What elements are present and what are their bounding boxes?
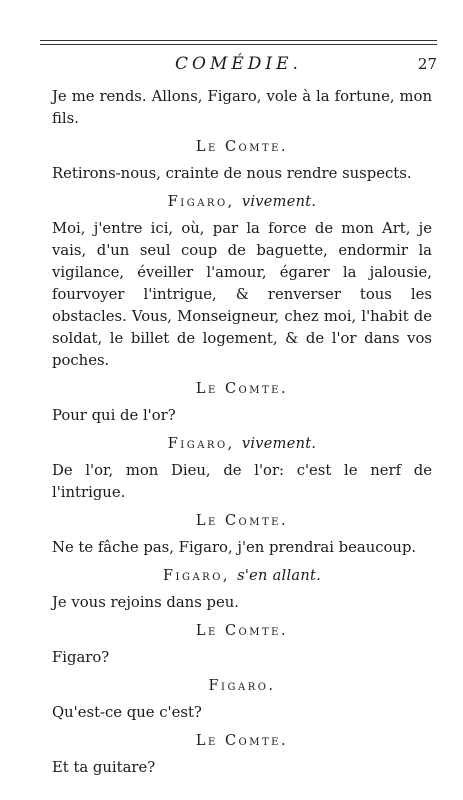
dialogue-line: Pour qui de l'or?	[52, 407, 176, 424]
header-rule-top	[40, 40, 437, 41]
speaker-heading: Figaro, s'en allant.	[162, 568, 322, 584]
speaker-name: Le Comte.	[195, 513, 289, 529]
speaker-name: Le Comte.	[195, 139, 289, 155]
speaker-name: Le Comte.	[195, 733, 289, 749]
speaker-name: Figaro.	[208, 678, 276, 694]
speaker-heading: Figaro, vivement.	[167, 194, 317, 210]
running-title: COMÉDIE.	[175, 54, 302, 74]
dialogue-body	[52, 86, 432, 785]
speaker-heading	[52, 675, 432, 697]
stage-direction: vivement.	[241, 436, 317, 452]
speaker-name: Le Comte.	[195, 381, 289, 397]
speaker-name: Figaro	[167, 194, 228, 210]
dialogue-line: Figaro?	[52, 649, 110, 666]
dialogue-line: Et ta guitare?	[52, 759, 156, 776]
dialogue-line: Moi, j'entre ici, où, par la force de mon Art, je vais, d'un seul coup de baguette, endormir la vigilance, éveiller l'amour, égarer la jalousie, fourvoyer l'intrigue, & renverser tous les obstacles. Vous, Monseigneur, chez moi, l'habit de soldat, le billet de logement, & de l'or dans vos poches.	[52, 220, 432, 369]
stage-direction: s'en allant.	[237, 568, 322, 584]
dialogue-line: Je vous rejoins dans peu.	[52, 594, 239, 611]
speaker-heading	[52, 730, 432, 752]
dialogue-line: Retirons-nous, crainte de nous rendre suspects.	[52, 165, 412, 182]
speaker-heading	[52, 136, 432, 158]
header-rule-bottom	[40, 44, 437, 45]
speaker-heading	[52, 378, 432, 400]
running-head	[40, 52, 437, 76]
dialogue-line: Ne te fâche pas, Figaro, j'en prendrai beaucoup.	[52, 539, 417, 556]
dialogue-line: De l'or, mon Dieu, de l'or: c'est le nerf de l'intrigue.	[52, 462, 432, 501]
speaker-name: Le Comte.	[195, 623, 289, 639]
speaker-heading	[52, 620, 432, 642]
speaker-heading	[52, 510, 432, 532]
speaker-name: Figaro	[167, 436, 228, 452]
dialogue-line: Je me rends. Allons, Figaro, vole à la fortune, mon fils.	[52, 88, 432, 127]
dialogue-line: Qu'est-ce que c'est?	[52, 704, 202, 721]
speaker-heading: Figaro, vivement.	[167, 436, 317, 452]
speaker-name: Figaro	[162, 568, 223, 584]
stage-direction: vivement.	[241, 194, 317, 210]
page-number: 27	[417, 55, 437, 73]
